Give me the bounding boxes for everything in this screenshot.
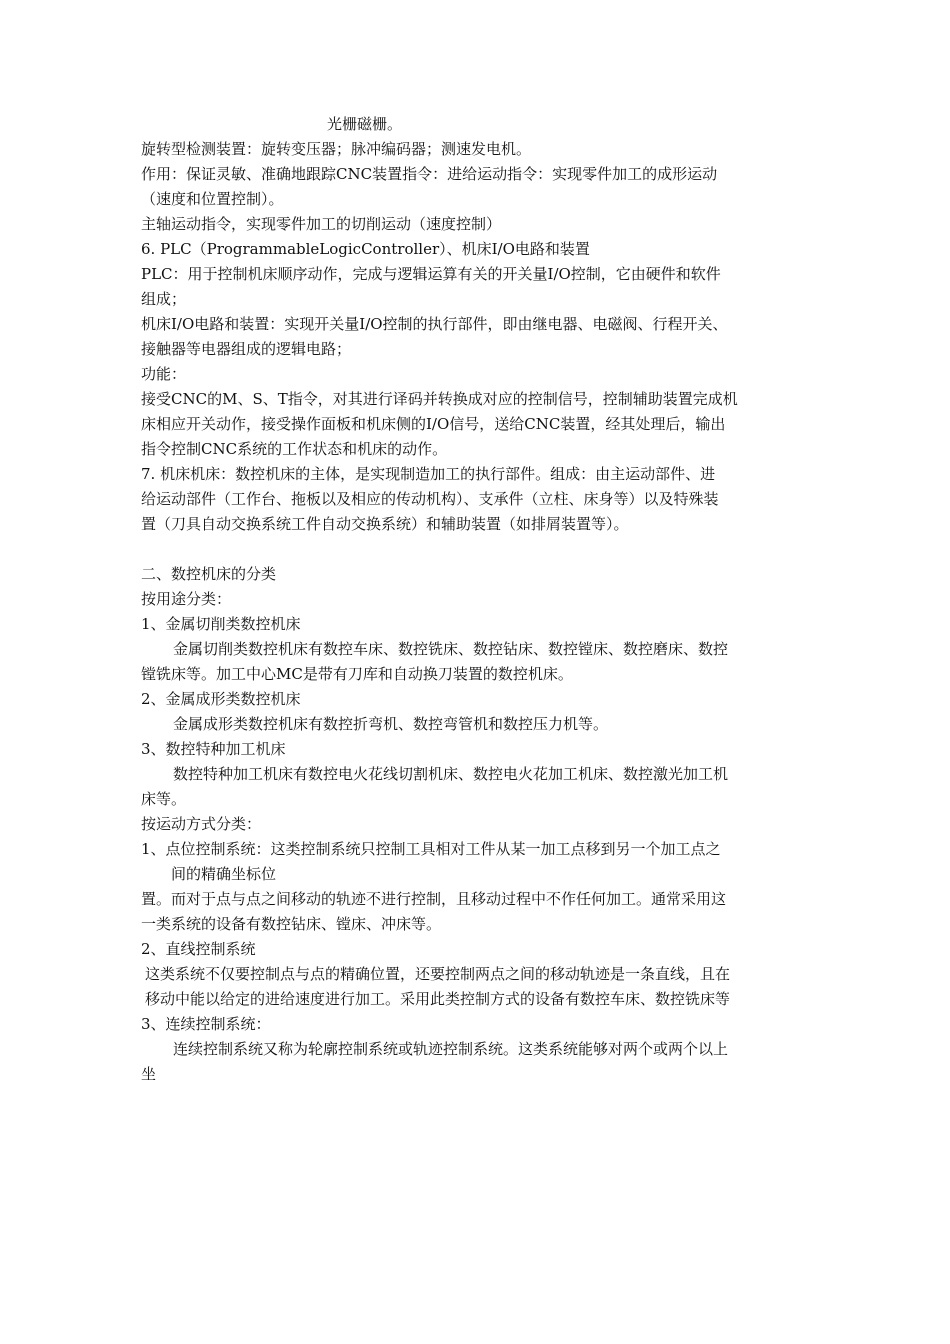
text-line: 机床I/O电路和装置：实现开关量I/O控制的执行部件，即由继电器、电磁阀、行程开关、 bbox=[141, 315, 728, 333]
text-line: 间的精确坐标位 bbox=[171, 865, 277, 883]
text-line: 接触器等电器组成的逻辑电路； bbox=[141, 340, 352, 358]
list-heading: 3、连续控制系统： bbox=[141, 1015, 271, 1033]
text-line: 置（刀具自动交换系统工件自动交换系统）和辅助装置（如排屑装置等）。 bbox=[141, 515, 629, 533]
text-line: 按运动方式分类： bbox=[141, 815, 262, 833]
text-line: 旋转型检测装置：旋转变压器；脉冲编码器；测速发电机。 bbox=[141, 140, 532, 158]
text-line: 光栅磁栅。 bbox=[327, 115, 403, 133]
text-line: 床相应开关动作，接受操作面板和机床侧的I/O信号，送给CNC装置，经其处理后，输出 bbox=[141, 415, 726, 433]
section-heading: 6. PLC（ProgrammableLogicController）、机床I/O电路和装置 bbox=[141, 240, 590, 258]
document-body bbox=[141, 112, 813, 1087]
text-line: （速度和位置控制）。 bbox=[141, 190, 284, 208]
text-line: 置。而对于点与点之间移动的轨迹不进行控制，且移动过程中不作任何加工。通常采用这 bbox=[141, 890, 727, 908]
text-line: 连续控制系统又称为轮廓控制系统或轨迹控制系统。这类系统能够对两个或两个以上 bbox=[173, 1040, 729, 1058]
text-line: 主轴运动指令，实现零件加工的切削运动（速度控制） bbox=[141, 215, 502, 233]
text-line: 按用途分类： bbox=[141, 590, 232, 608]
text-line: 金属切削类数控机床有数控车床、数控铣床、数控钻床、数控镗床、数控磨床、数控 bbox=[173, 640, 729, 658]
text-line: 功能： bbox=[141, 365, 187, 383]
text-line: 作用：保证灵敏、准确地跟踪CNC装置指令：进给运动指令：实现零件加工的成形运动 bbox=[141, 165, 718, 183]
text-line: 指令控制CNC系统的工作状态和机床的动作。 bbox=[141, 440, 448, 458]
text-line: 组成； bbox=[141, 290, 187, 308]
text-line: 坐 bbox=[141, 1065, 157, 1083]
list-heading: 1、点位控制系统：这类控制系统只控制工具相对工件从某一加工点移到另一个加工点之 bbox=[141, 840, 721, 858]
text-line: 金属成形类数控机床有数控折弯机、数控弯管机和数控压力机等。 bbox=[173, 715, 609, 733]
blank-line bbox=[141, 537, 813, 562]
list-heading: 3、数控特种加工机床 bbox=[141, 740, 286, 758]
section-heading: 二、数控机床的分类 bbox=[141, 565, 277, 583]
text-line: 接受CNC的M、S、T指令，对其进行译码并转换成对应的控制信号，控制辅助装置完成机 bbox=[141, 390, 738, 408]
text-line: 床等。 bbox=[141, 790, 187, 808]
text-line: 数控特种加工机床有数控电火花线切割机床、数控电火花加工机床、数控激光加工机 bbox=[173, 765, 729, 783]
text-line: 镗铣床等。加工中心MC是带有刀库和自动换刀装置的数控机床。 bbox=[141, 665, 573, 683]
list-heading: 2、直线控制系统 bbox=[141, 940, 256, 958]
text-line: 给运动部件（工作台、拖板以及相应的传动机构）、支承件（立柱、床身等）以及特殊装 bbox=[141, 490, 719, 508]
text-line: 移动中能以给定的进给速度进行加工。采用此类控制方式的设备有数控车床、数控铣床等 bbox=[145, 990, 731, 1008]
list-heading: 2、金属成形类数控机床 bbox=[141, 690, 301, 708]
section-heading: 7. 机床机床：数控机床的主体，是实现制造加工的执行部件。组成：由主运动部件、进 bbox=[141, 465, 716, 483]
list-heading: 1、金属切削类数控机床 bbox=[141, 615, 301, 633]
text-line: 这类系统不仅要控制点与点的精确位置，还要控制两点之间的移动轨迹是一条直线，且在 bbox=[145, 965, 731, 983]
text-line: PLC：用于控制机床顺序动作，完成与逻辑运算有关的开关量I/O控制，它由硬件和软件 bbox=[141, 265, 721, 283]
text-line: 一类系统的设备有数控钻床、镗床、冲床等。 bbox=[141, 915, 442, 933]
